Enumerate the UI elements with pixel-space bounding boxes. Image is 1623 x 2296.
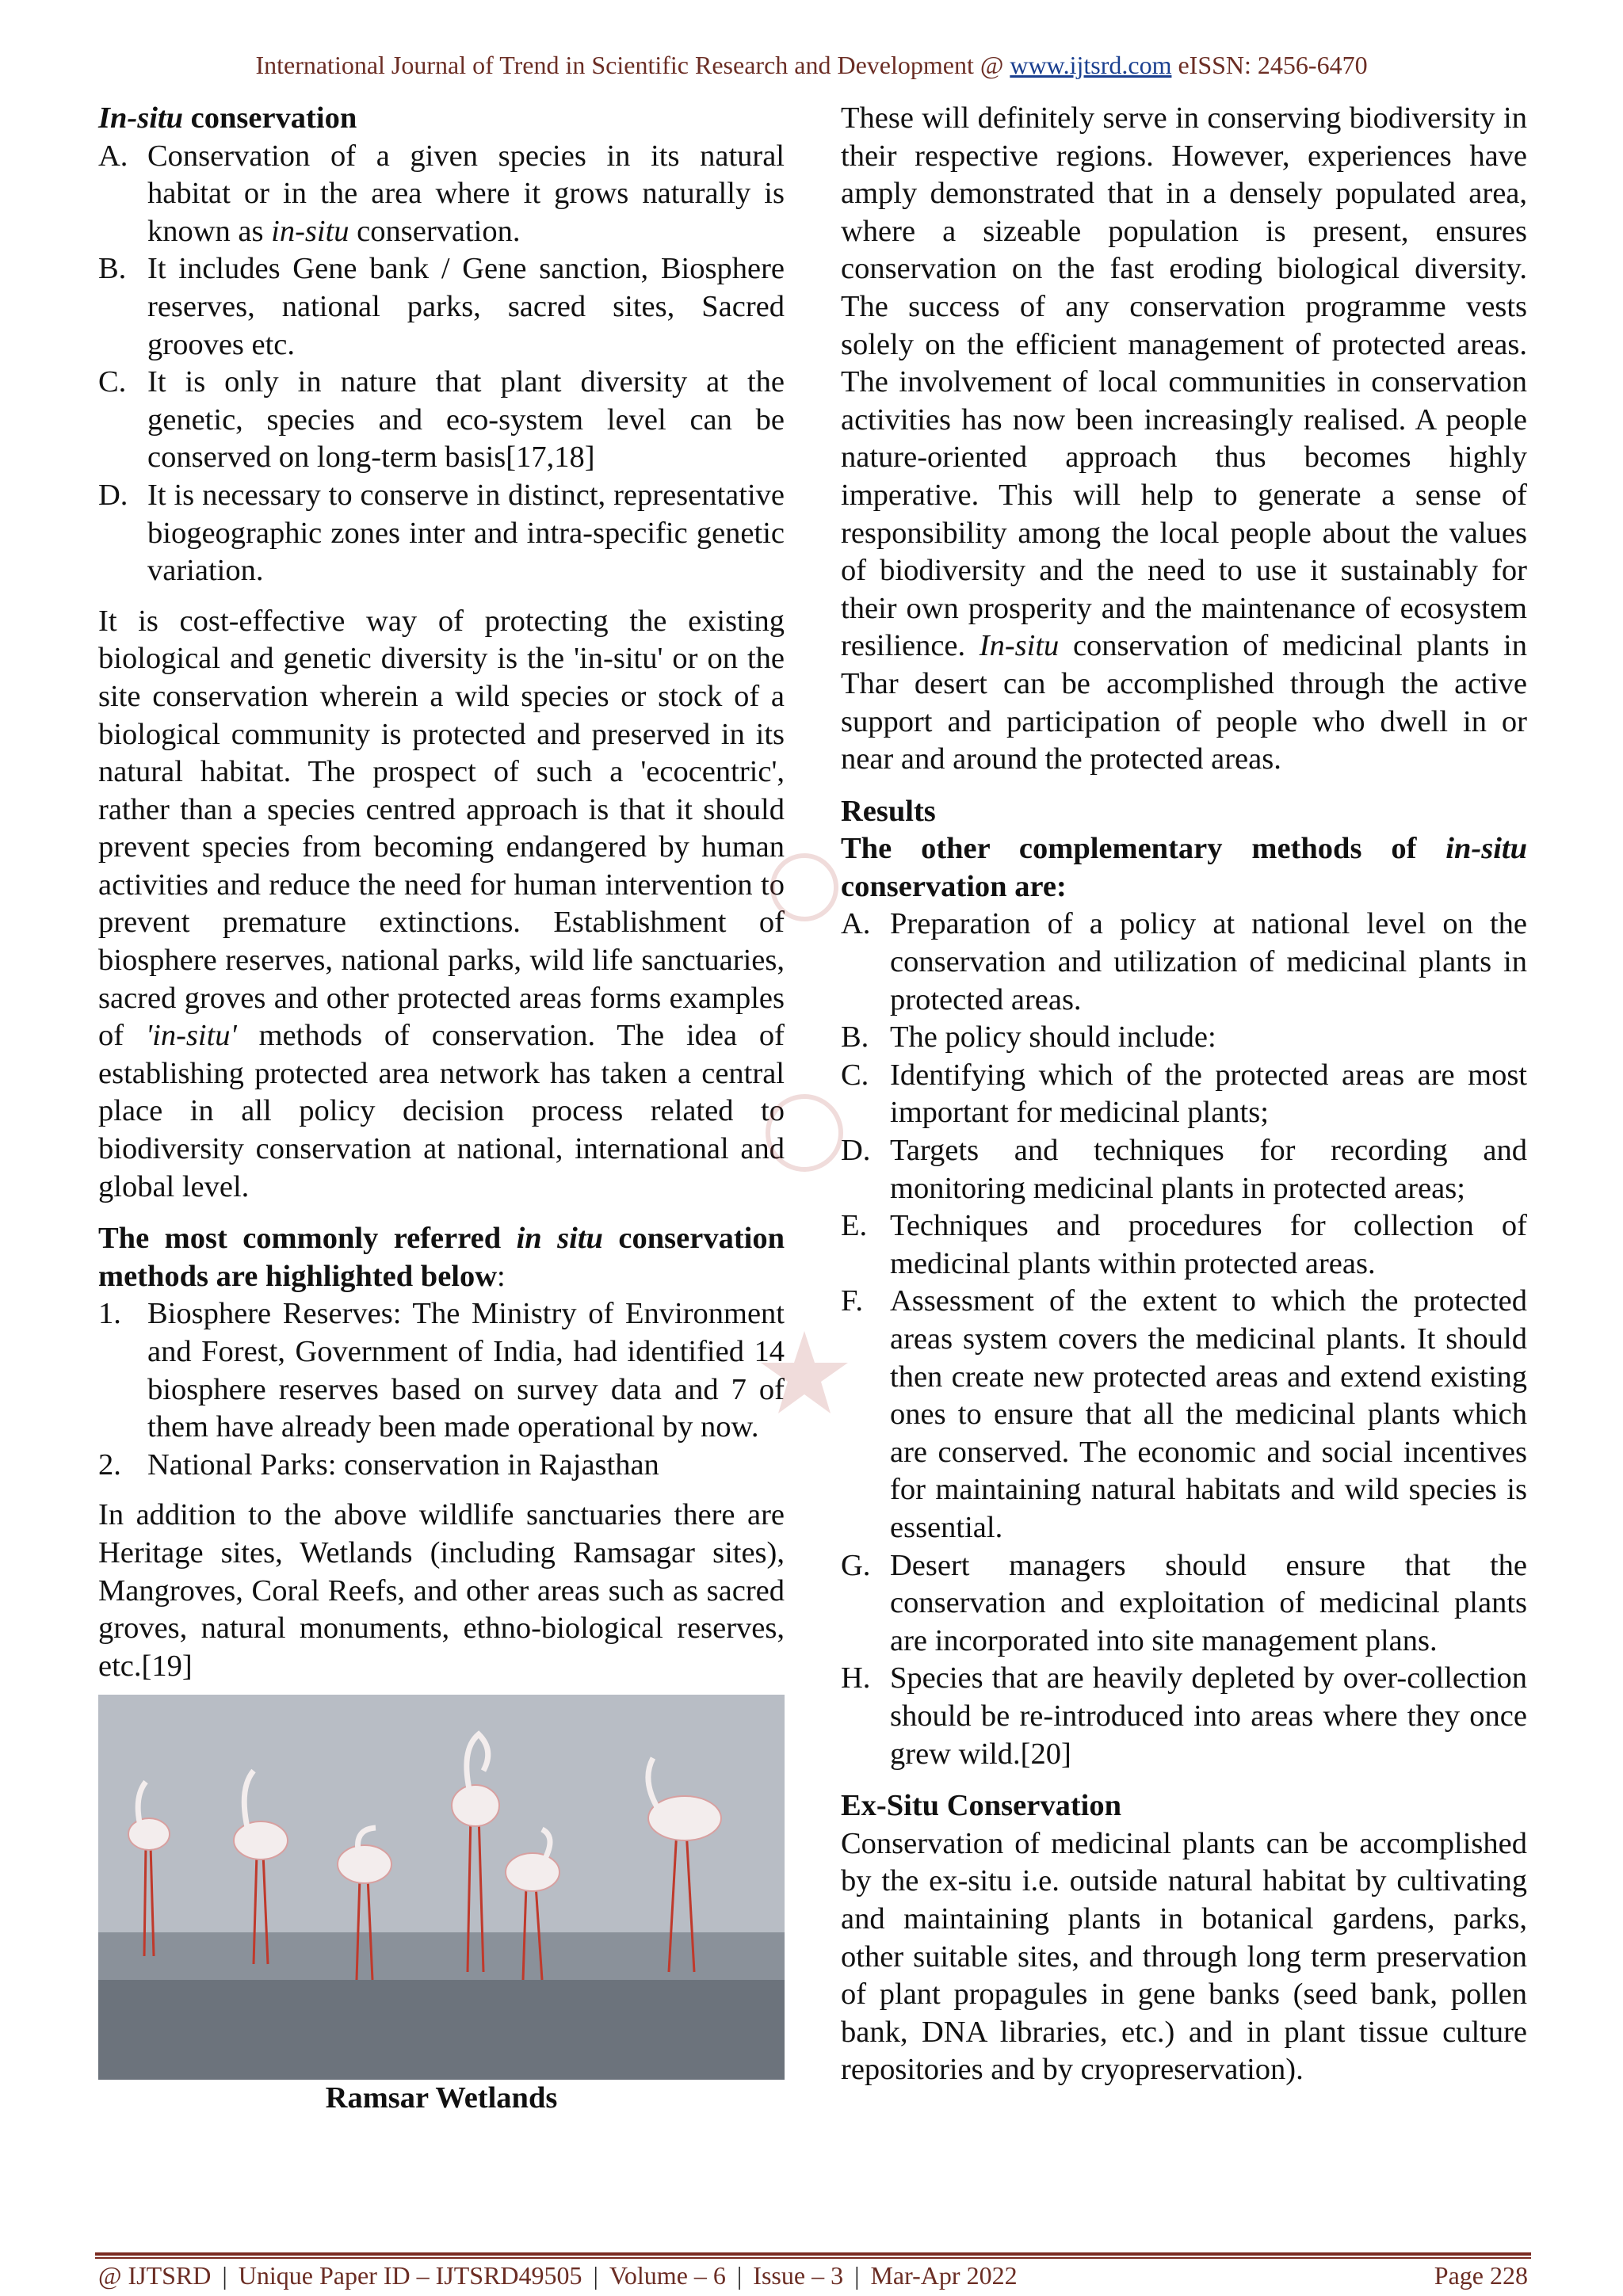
list-item: 1. Biosphere Reserves: The Ministry of Environment and Forest, Government of India, had identified 14 biosphere reserves based on survey data and 7 of them have already been made operational by now. [98,1297,785,1444]
journal-name: International Journal of Trend in Scientific Research and Development @ [255,51,1010,79]
results-heading: Results [841,794,936,828]
footer-rule [95,2252,1531,2256]
page-number: Page 228 [1434,2261,1528,2290]
insitu-heading: In-situ conservation [98,101,357,135]
list-item: H. Species that are heavily depleted by over-collection should be re-introduced into areas where they once grew wild.[20] [841,1661,1527,1771]
list-item: A. Preparation of a policy at national level on the conservation and utilization of medicinal plants in protected areas. [841,907,1527,1016]
body-paragraph: In addition to the above wildlife sanctuaries there are Heritage sites, Wetlands (including Ramsagar sites), Mangroves, Coral Reefs, and other areas such as sacred groves, natural monuments, ethno-biological reserves, etc.[19] [98,1498,785,1683]
methods-heading: The most commonly referred in situ conservation methods are highlighted below: [98,1222,785,1293]
list-item: F. Assessment of the extent to which the protected areas system covers the medicinal plants. It should then create new protected areas and extend existing ones to ensure that all the medicinal plants which are conserved. The economic and social incentives for maintaining natural habitats and wild species is essential. [841,1284,1527,1544]
footer-rule [95,2257,1531,2259]
running-footer [98,2261,1528,2290]
list-item: D. Targets and techniques for recording and monitoring medicinal plants in protected areas; [841,1134,1527,1205]
list-item: B. It includes Gene bank / Gene sanction, Biosphere reserves, national parks, sacred sites, Sacred grooves etc. [98,252,785,361]
complementary-methods-heading: The other complementary methods of in-situ conservation are: [841,832,1527,903]
body-paragraph: These will definitely serve in conserving biodiversity in their respective regions. However, experiences have amply demonstrated that in a densely populated area, where a sizeable population is present, ensures conservation on the fast eroding biological diversity. The success of any conservation programme vests solely on the efficient management of protected areas. The involvement of local communities in conservation activities has now been increasingly realised. A people nature-oriented approach thus becomes highly imperative. This will help to generate a sense of responsibility among the local people about the values of biodiversity and the need to use it sustainably for their own prosperity and the maintenance of ecosystem resilience. In-situ conservation of medicinal plants in Thar desert can be accomplished through the active support and participation of people who dwell in or near and around the protected areas. [841,101,1527,776]
list-item: E. Techniques and procedures for collection of medicinal plants within protected areas. [841,1209,1527,1280]
exsitu-heading: Ex-Situ Conservation [841,1789,1122,1823]
list-item: C. It is only in nature that plant diversity at the genetic, species and eco-system level can be conserved on long-term basis[17,18] [98,365,785,475]
journal-url-link[interactable]: www.ijtsrd.com [1010,51,1172,79]
footer-meta: @ IJTSRD | Unique Paper ID – IJTSRD49505 | Volume – 6 | Issue – 3 | Mar-Apr 2022 [98,2261,1018,2290]
body-paragraph: Conservation of medicinal plants can be accomplished by the ex-situ i.e. outside natural habitat by cultivating and maintaining plants in botanical gardens, parks, other suitable sites, and through long term preservation of plant propagules in gene banks (seed bank, pollen bank, DNA libraries, etc.) and in plant tissue culture repositories and by cryopreservation). [841,1826,1527,2087]
list-item: D. It is necessary to conserve in distinct, representative biogeographic zones inter and intra-specific genetic variation. [98,478,785,588]
list-item: B. The policy should include: [841,1020,1216,1055]
body-paragraph: It is cost-effective way of protecting the existing biological and genetic diversity is the 'in-situ' or on the site conservation wherein a wild species or stock of a biological community is protected and preserved in its natural habitat. The prospect of such a 'ecocentric', rather than a species centred approach is that it should prevent species from becoming endangered by human activities and reduce the need for human intervention to prevent premature extinctions. Establishment of biosphere reserves, national parks, wild life sanctuaries, sacred groves and other protected areas forms examples of 'in-situ' methods of conservation. The idea of establishing protected area network has taken a central place in all policy decision process related to biodiversity conservation at national, international and global level. [98,604,785,1203]
list-item: 2. National Parks: conservation in Rajasthan [98,1447,659,1482]
methods-list [98,1295,785,1484]
list-item: C. Identifying which of the protected areas are most important for medicinal plants; [841,1058,1527,1130]
left-column [98,100,785,2130]
flamingo-photo [98,1695,785,2080]
figure-caption: Ramsar Wetlands [325,2081,558,2115]
running-header [0,51,1623,80]
list-item: G. Desert managers should ensure that the conservation and exploitation of medicinal plants are incorporated into site management plans. [841,1548,1527,1657]
insitu-list [98,138,785,590]
right-column [841,100,1527,2102]
list-item: A. Conservation of a given species in its natural habitat or in the area where it grows naturally is known as in-situ conservation. [98,139,785,248]
eissn: eISSN: 2456-6470 [1171,51,1368,79]
results-list [841,906,1527,1773]
